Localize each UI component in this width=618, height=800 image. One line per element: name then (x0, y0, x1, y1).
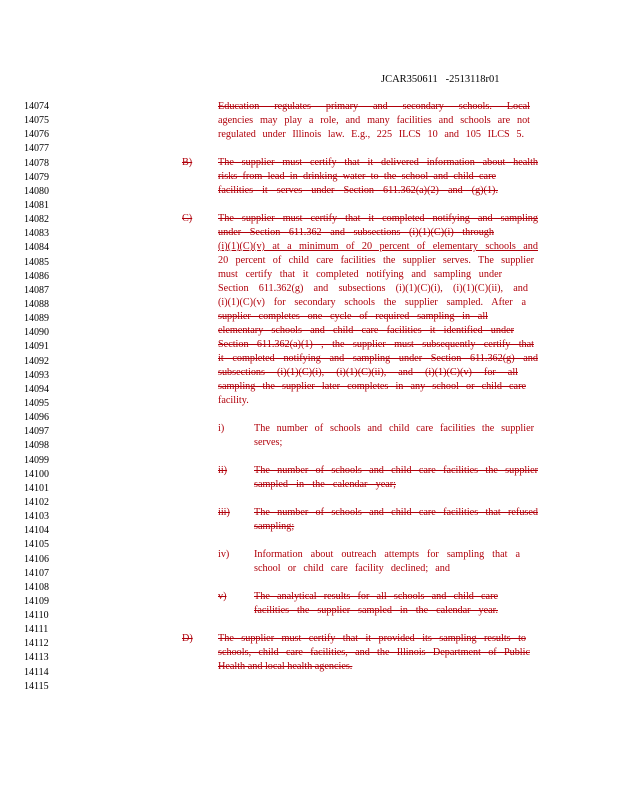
text-line: The number of schools and child care facilities the supplier (254, 423, 534, 434)
text-line: subsections (i)(1)(C)(i), (i)(1)(C)(ii), and (i)(1)(C)(v) for all (218, 367, 518, 378)
text-line: serves; (254, 437, 283, 448)
text-line: The supplier must certify that it delivered information about health (218, 157, 538, 168)
line-number: 14111 (24, 624, 49, 636)
line-number: 14087 (24, 284, 49, 296)
text-line: facility. (218, 395, 249, 406)
text-line: regulated under Illinois law. E.g., 225 ILCS 10 and 105 ILCS 5. (218, 129, 524, 140)
text-line: The analytical results for all schools and child care (254, 591, 498, 602)
line-number: 14109 (24, 595, 49, 607)
text-line: sampling; (254, 521, 295, 532)
item-label: v) (218, 591, 227, 602)
line-number: 14101 (24, 482, 49, 494)
text-line: sampling the supplier later completes in any school or child care (218, 381, 526, 392)
text-line: must certify that it completed notifying and sampling under (218, 269, 502, 280)
line-number: 14088 (24, 298, 49, 310)
item-label: iii) (218, 507, 230, 518)
line-number: 14091 (24, 341, 49, 353)
text-line: Section 611.362(g) and subsections (i)(1)(C)(i), (i)(1)(C)(ii), and (218, 283, 528, 294)
text-line: facilities it serves under Section 611.362(a)(2) and (g)(1). (218, 185, 498, 196)
line-number: 14081 (24, 199, 49, 211)
line-number: 14095 (24, 397, 49, 409)
item-label: iv) (218, 549, 230, 560)
text-line: facilities the supplier sampled in the calendar year. (254, 605, 498, 616)
text-line: (i)(1)(C)(v) at a minimum of 20 percent of elementary schools and (218, 241, 538, 252)
text-line: Education regulates primary and secondary schools. Local (218, 101, 530, 112)
line-number: 14094 (24, 383, 49, 395)
line-number: 14104 (24, 525, 49, 537)
line-number: 14079 (24, 171, 49, 183)
line-number: 14108 (24, 581, 49, 593)
line-number: 14107 (24, 567, 49, 579)
paragraph-label-d: D) (182, 633, 193, 644)
line-number: 14093 (24, 369, 49, 381)
line-number: 14078 (24, 157, 49, 169)
text-line: Information about outreach attempts for sampling that a (254, 549, 520, 560)
text-line: (i)(1)(C)(v) for secondary schools the supplier sampled. After a (218, 297, 526, 308)
document-id: JCAR350611 (381, 74, 438, 85)
text-line: supplier completes one cycle of required sampling in all (218, 311, 488, 322)
line-number: 14083 (24, 228, 49, 240)
line-number: 14077 (24, 143, 49, 155)
line-number: 14076 (24, 129, 49, 141)
line-number: 14096 (24, 412, 49, 424)
line-number: 14110 (24, 610, 49, 622)
line-number: 14102 (24, 496, 49, 508)
text-line: 20 percent of child care facilities the supplier serves. The supplier (218, 255, 534, 266)
item-label: i) (218, 423, 225, 434)
line-number: 14115 (24, 680, 49, 692)
line-number: 14090 (24, 327, 49, 339)
text-line: Health and local health agencies. (218, 661, 353, 672)
line-number: 14075 (24, 115, 49, 127)
line-number: 14105 (24, 539, 49, 551)
text-line: it completed notifying and sampling under Section 611.362(g) and (218, 353, 538, 364)
text-line: schools, child care facilities, and the Illinois Department of Public (218, 647, 530, 658)
text-line: Section 611.362(a)(1) , the supplier must subsequently certify that (218, 339, 534, 350)
line-number: 14112 (24, 638, 49, 650)
line-number: 14082 (24, 214, 49, 226)
document-revision: -2513118r01 (445, 74, 500, 85)
text-line: agencies may play a role, and many facilities and schools are not (218, 115, 530, 126)
line-number: 14092 (24, 355, 49, 367)
text-line: risks from lead in drinking water to the school and child care (218, 171, 496, 182)
line-number: 14113 (24, 652, 49, 664)
line-number: 14089 (24, 313, 49, 325)
line-number: 14114 (24, 666, 49, 678)
line-number: 14084 (24, 242, 49, 254)
line-number: 14103 (24, 511, 49, 523)
text-line: The supplier must certify that it provided its sampling results to (218, 633, 526, 644)
line-number-column (24, 100, 64, 694)
text-line: The supplier must certify that it completed notifying and sampling (218, 213, 538, 224)
text-line: elementary schools and child care facilities it identified under (218, 325, 514, 336)
item-label: ii) (218, 465, 228, 476)
paragraph-label-c: C) (182, 213, 193, 224)
text-line: The number of schools and child care facilities the supplier (254, 465, 538, 476)
text-line: sampled in the calendar year; (254, 479, 396, 490)
line-number: 14085 (24, 256, 49, 268)
line-number: 14100 (24, 468, 49, 480)
line-number: 14097 (24, 426, 49, 438)
line-number: 14086 (24, 270, 49, 282)
text-line: under Section 611.362 and subsections (i)(1)(C)(i) through (218, 227, 494, 238)
line-number: 14080 (24, 185, 49, 197)
document-header (381, 74, 500, 85)
text-line: school or child care facility declined; and (254, 563, 450, 574)
paragraph-label-b: B) (182, 157, 193, 168)
line-number: 14098 (24, 440, 49, 452)
line-number: 14074 (24, 101, 49, 112)
line-number: 14106 (24, 553, 49, 565)
text-line: The number of schools and child care facilities that refused (254, 507, 538, 518)
line-number: 14099 (24, 454, 49, 466)
